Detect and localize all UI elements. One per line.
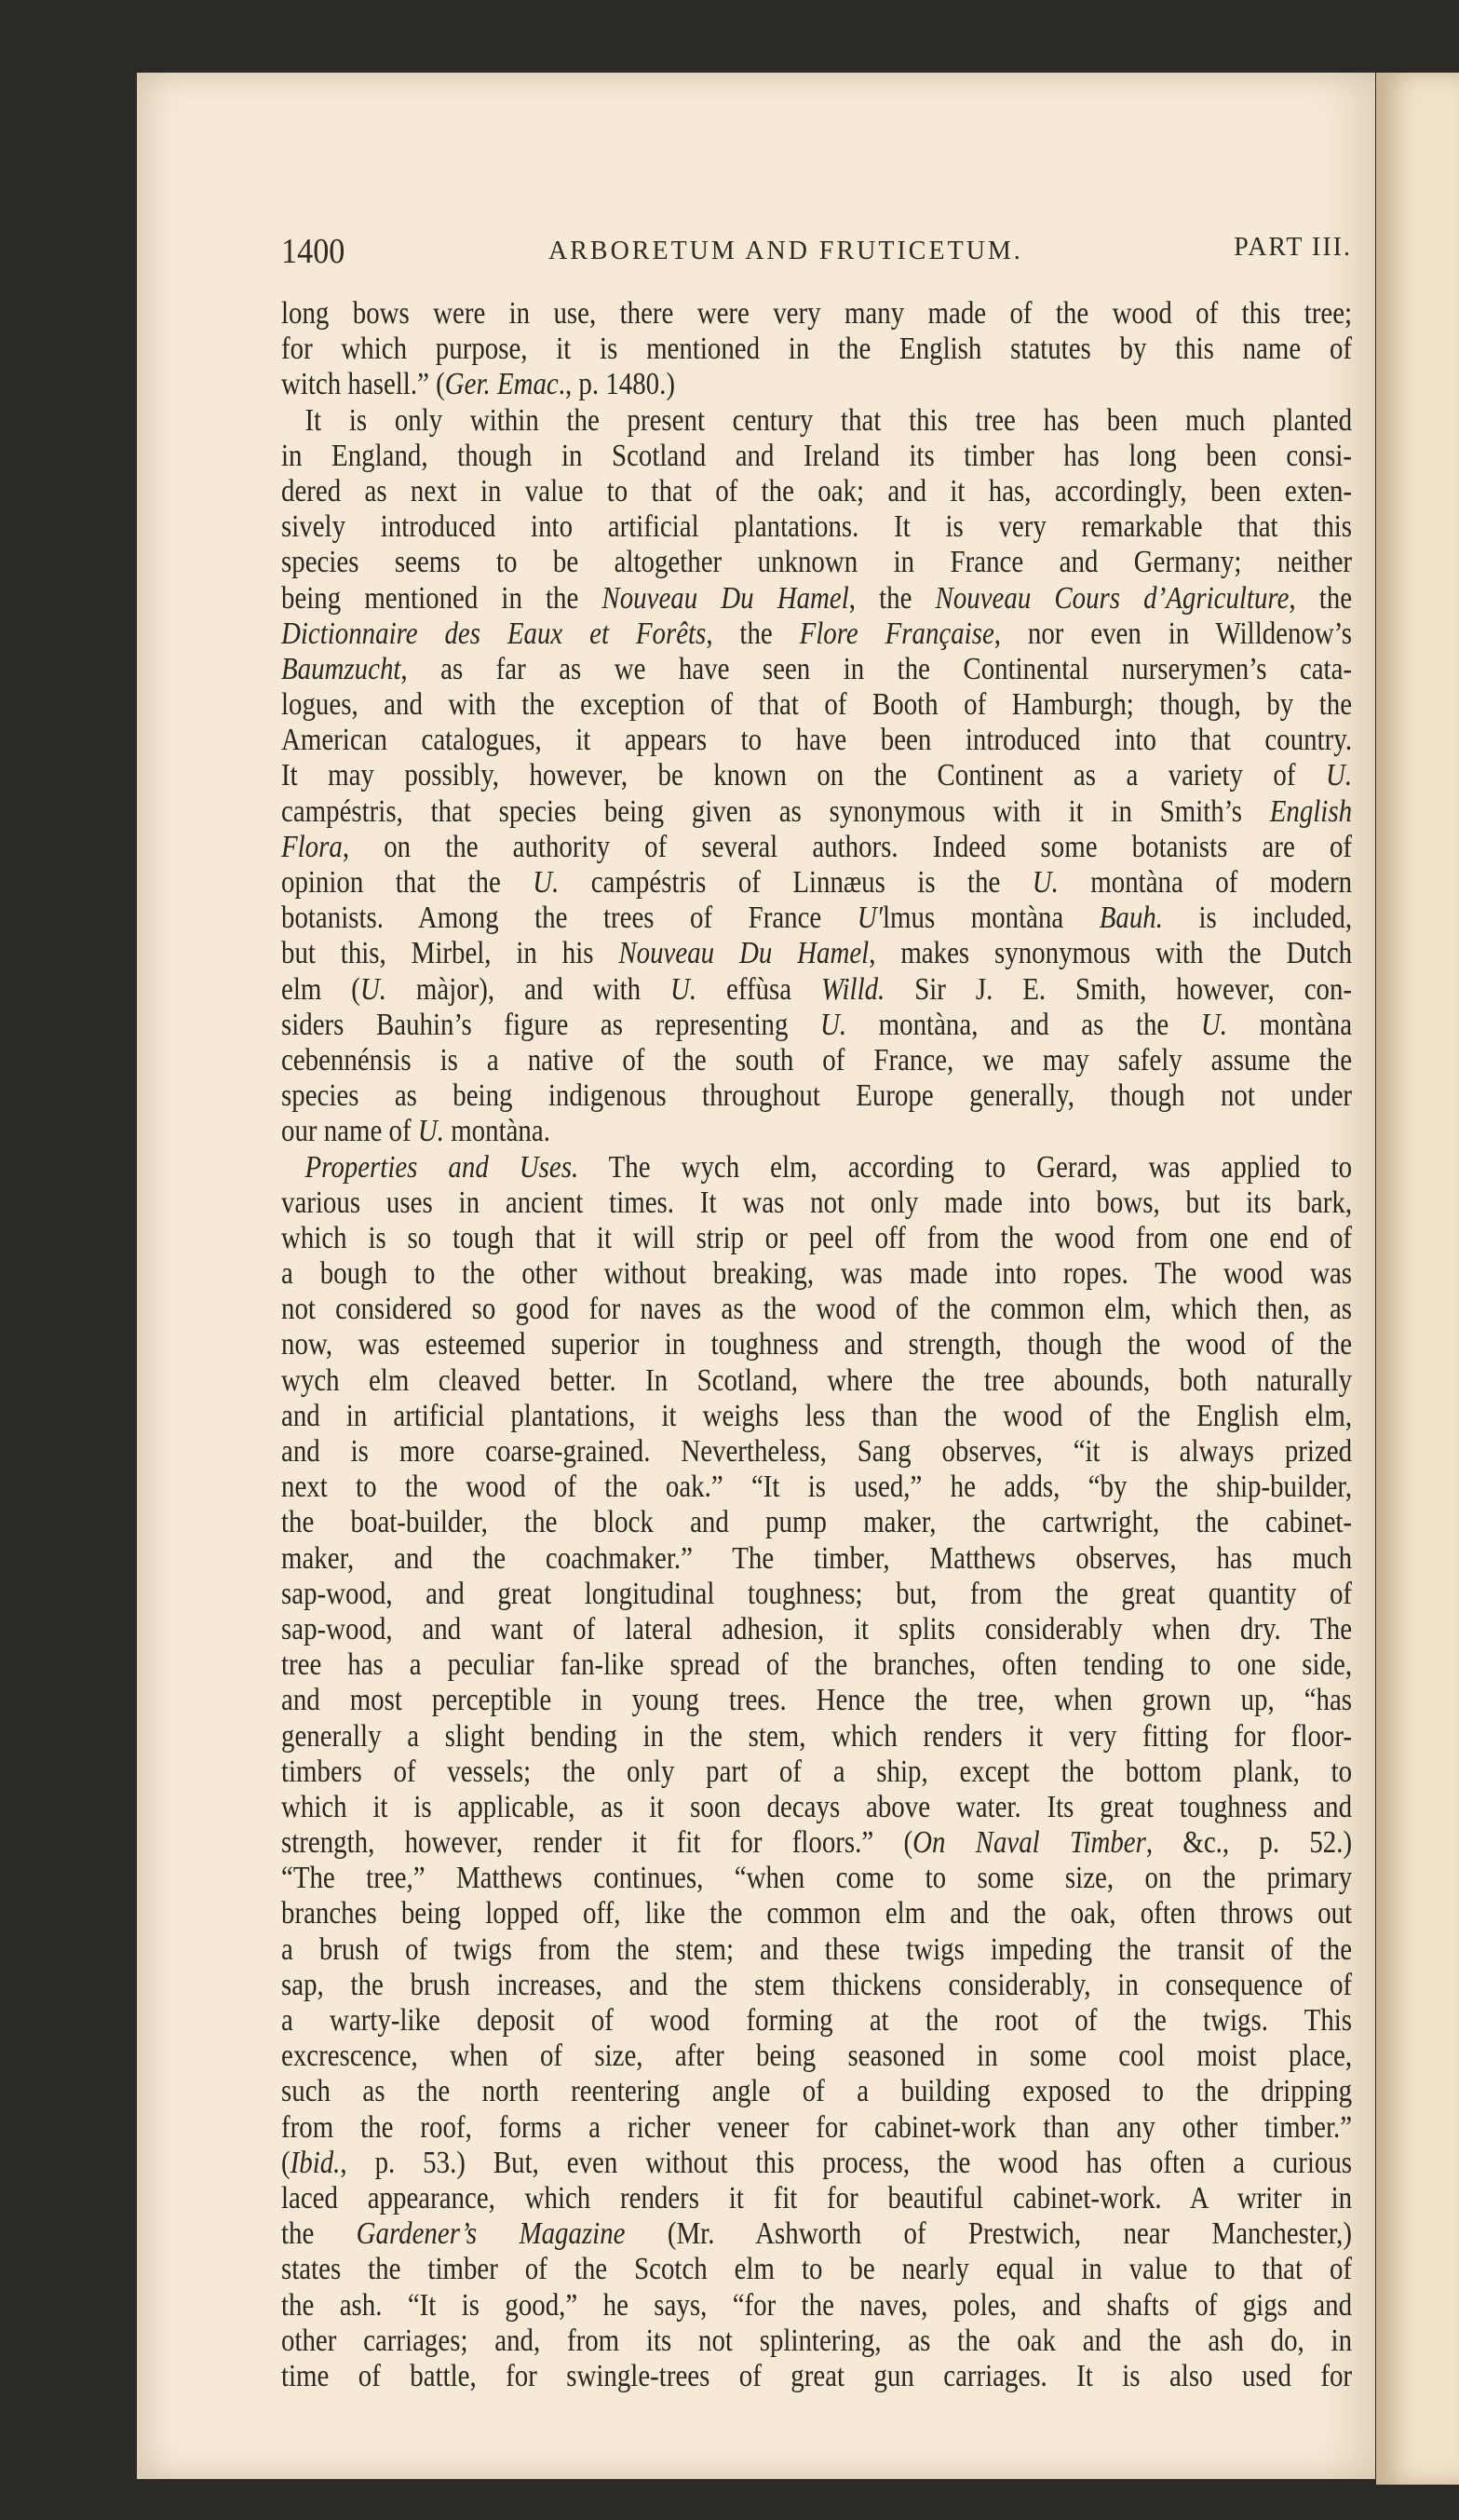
- text-segment: campéstris, that species being given as synonymous with it in Smith’s: [281, 793, 1270, 829]
- text-line: [281, 1612, 1352, 1647]
- text-line: [281, 936, 1352, 971]
- italic-text-segment: Willd.: [821, 971, 885, 1007]
- text-segment: montàna of modern: [1058, 865, 1353, 900]
- text-line: [281, 581, 1352, 616]
- text-line: [281, 1399, 1352, 1434]
- text-segment: states the timber of the Scotch elm to be nearly equal in value to that of: [281, 2252, 1353, 2287]
- text-segment: , the: [848, 580, 936, 616]
- text-segment: wych elm cleaved better. In Scotland, where the tree abounds, both naturally: [281, 1362, 1353, 1398]
- text-line: [281, 1185, 1352, 1221]
- text-line: [281, 972, 1352, 1008]
- text-line: [281, 2216, 1352, 2252]
- text-segment: species as being indigenous throughout Europe generally, though not under: [281, 1078, 1353, 1114]
- text-line: [281, 509, 1352, 545]
- italic-text-segment: U′: [857, 901, 883, 936]
- text-segment: It is only within the present century that this tree has been much planted: [304, 402, 1353, 438]
- italic-text-segment: Nouveau Du Hamel: [601, 580, 849, 616]
- running-title: ARBORETUM AND FRUTICETUM.: [548, 237, 1023, 265]
- running-header: [281, 231, 1352, 272]
- text-segment: maker, and the coachmaker.” The timber, Matthews observes, has much: [281, 1540, 1353, 1576]
- text-line: [281, 1683, 1352, 1718]
- text-line: [281, 2146, 1352, 2181]
- text-segment: sively introduced into artificial plantations. It is very remarkable that this: [281, 509, 1353, 545]
- text-line: [281, 1825, 1352, 1861]
- text-line: [281, 332, 1352, 367]
- text-line: [281, 403, 1352, 439]
- text-line: [281, 2039, 1352, 2074]
- text-segment: It may possibly, however, be known on the Continent as a variety of: [281, 758, 1326, 793]
- text-segment: and most perceptible in young trees. Hence the tree, when grown up, “has: [281, 1683, 1353, 1718]
- italic-text-segment: U.: [533, 865, 560, 900]
- text-segment: opinion that the: [281, 865, 534, 900]
- italic-text-segment: U.: [359, 971, 386, 1007]
- italic-text-segment: Gardener’s Magazine: [356, 2216, 626, 2252]
- text-segment: strength, however, render it fit for floors.” (: [281, 1825, 913, 1861]
- text-segment: , &c., p. 52.): [1145, 1825, 1353, 1861]
- italic-text-segment: U.: [1032, 865, 1059, 900]
- text-segment: , on the authority of several authors. Indeed some botanists are of: [342, 829, 1353, 864]
- text-segment: such as the north reentering angle of a building exposed to the dripping: [281, 2074, 1353, 2109]
- text-line: [281, 2074, 1352, 2109]
- text-segment: being mentioned in the: [281, 580, 602, 616]
- text-segment: (: [281, 2145, 290, 2180]
- text-line: [281, 1434, 1352, 1470]
- text-line: [281, 794, 1352, 830]
- text-line: [281, 1221, 1352, 1256]
- italic-text-segment: Flora: [281, 829, 343, 864]
- text-segment: witch hasell.” (: [281, 367, 445, 402]
- part-label: PART III.: [1234, 233, 1352, 262]
- text-segment: , the: [706, 616, 800, 651]
- text-line: [281, 1968, 1352, 2003]
- text-segment: a warty-like deposit of wood forming at the root of the twigs. This: [281, 2003, 1353, 2038]
- text-line: [281, 2252, 1352, 2287]
- text-line: [281, 1719, 1352, 1755]
- text-segment: in England, though in Scotland and Ireland its timber has long been consi-: [281, 438, 1353, 473]
- text-line: [281, 901, 1352, 936]
- text-segment: the boat-builder, the block and pump maker, the cartwright, the cabinet-: [281, 1505, 1353, 1540]
- text-segment: elm (: [281, 971, 360, 1007]
- italic-text-segment: U.: [417, 1114, 444, 1149]
- text-line: [281, 1150, 1352, 1185]
- text-segment: logues, and with the exception of that of Booth of Hamburgh; though, by the: [281, 687, 1353, 723]
- italic-text-segment: Dictionnaire des Eaux et Forêts: [281, 616, 707, 651]
- text-line: [281, 1896, 1352, 1931]
- text-segment: now, was esteemed superior in toughness and strength, though the wood of the: [281, 1327, 1353, 1362]
- italic-text-segment: U.: [819, 1007, 847, 1042]
- italic-text-segment: Properties and Uses.: [304, 1149, 579, 1185]
- text-segment: montàna.: [443, 1114, 550, 1149]
- text-line: [281, 2359, 1352, 2394]
- text-segment: generally a slight bending in the stem, which renders it very fitting for floor-: [281, 1718, 1353, 1754]
- text-segment: from the roof, forms a richer veneer for cabinet-work than any other timber.”: [281, 2109, 1353, 2145]
- text-segment: the ash. “It is good,” he says, “for the naves, poles, and shafts of gigs and: [281, 2287, 1353, 2323]
- italic-text-segment: Baumzucht: [281, 651, 401, 686]
- text-segment: (Mr. Ashworth of Prestwich, near Manchester,): [625, 2216, 1353, 2252]
- text-line: [281, 545, 1352, 580]
- text-segment: timbers of vessels; the only part of a ship, except the bottom plank, to: [281, 1754, 1353, 1789]
- text-segment: long bows were in use, there were very many made of the wood of this tree;: [281, 296, 1353, 331]
- text-line: [281, 758, 1352, 793]
- text-segment: The wych elm, according to Gerard, was applied to: [578, 1149, 1353, 1185]
- text-segment: a bough to the other without breaking, was made into ropes. The wood was: [281, 1256, 1353, 1292]
- italic-text-segment: English: [1269, 793, 1353, 829]
- text-segment: excrescence, when of size, after being seasoned in some cool moist place,: [281, 2039, 1353, 2074]
- text-segment: American catalogues, it appears to have been introduced into that country.: [281, 723, 1353, 758]
- text-segment: , the: [1289, 580, 1353, 616]
- text-segment: our name of: [281, 1114, 418, 1149]
- italic-text-segment: Bauh.: [1099, 901, 1163, 936]
- text-segment: montàna: [1226, 1007, 1353, 1042]
- text-line: [281, 1755, 1352, 1790]
- page-number: 1400: [281, 232, 345, 271]
- text-segment: other carriages; and, from its not splintering, as the oak and the ash do, in: [281, 2323, 1353, 2358]
- text-line: [281, 723, 1352, 758]
- text-segment: , nor even in Willdenow’s: [993, 616, 1353, 651]
- text-line: [281, 1541, 1352, 1577]
- text-line: [281, 1327, 1352, 1362]
- text-segment: but this, Mirbel, in his: [281, 936, 619, 971]
- facing-page-edge: [1376, 73, 1459, 2485]
- text-segment: not considered so good for naves as the wood of the common elm, which then, as: [281, 1292, 1353, 1327]
- text-segment: is included,: [1162, 901, 1353, 936]
- text-line: [281, 296, 1352, 332]
- text-line: [281, 1647, 1352, 1683]
- text-line: [281, 2324, 1352, 2359]
- text-segment: , as far as we have seen in the Continental nurserymen’s cata-: [400, 651, 1353, 686]
- italic-text-segment: Nouveau Cours d’Agriculture: [935, 580, 1290, 616]
- text-segment: the: [281, 2216, 357, 2252]
- text-line: [281, 2110, 1352, 2146]
- text-segment: Sir J. E. Smith, however, con-: [885, 971, 1353, 1007]
- text-segment: , p. 53.) But, even without this process, the wood has often a curious: [340, 2145, 1353, 2180]
- text-segment: sap-wood, and want of lateral adhesion, it splits considerably when dry. The: [281, 1611, 1353, 1646]
- text-segment: , makes synonymous with the Dutch: [869, 936, 1353, 971]
- text-line: [281, 1861, 1352, 1896]
- text-segment: montàna, and as the: [846, 1007, 1201, 1042]
- text-segment: sap-wood, and great longitudinal toughness; but, from the great quantity of: [281, 1576, 1353, 1611]
- text-line: [281, 1114, 1352, 1149]
- text-line: [281, 1363, 1352, 1399]
- text-line: [281, 2003, 1352, 2039]
- text-segment: siders Bauhin’s figure as representing: [281, 1007, 820, 1042]
- text-segment: lmus montàna: [882, 901, 1100, 936]
- text-segment: and in artificial plantations, it weighs less than the wood of the English elm,: [281, 1398, 1353, 1433]
- text-segment: branches being lopped off, like the common elm and the oak, often throws out: [281, 1896, 1353, 1931]
- text-line: [281, 1078, 1352, 1114]
- text-line: [281, 2181, 1352, 2216]
- text-line: [281, 1043, 1352, 1078]
- italic-text-segment: Flore Française: [799, 616, 994, 651]
- text-segment: which is so tough that it will strip or peel off from the wood from one end of: [281, 1220, 1353, 1255]
- text-segment: next to the wood of the oak.” “It is used,” he adds, “by the ship-builder,: [281, 1470, 1353, 1505]
- italic-text-segment: Ger. Emac: [444, 367, 559, 402]
- text-line: [281, 1292, 1352, 1327]
- text-segment: effùsa: [696, 971, 822, 1007]
- text-line: [281, 1932, 1352, 1968]
- text-segment: various uses in ancient times. It was not only made into bows, but its bark,: [281, 1185, 1353, 1220]
- text-segment: cebennénsis is a native of the south of France, we may safely assume the: [281, 1042, 1353, 1077]
- text-segment: campéstris of Linnæus is the: [559, 865, 1033, 900]
- text-line: [281, 1256, 1352, 1292]
- text-segment: màjor), and with: [385, 971, 671, 1007]
- italic-text-segment: U.: [670, 971, 697, 1007]
- text-line: [281, 2288, 1352, 2324]
- text-segment: tree has a peculiar fan-like spread of the branches, often tending to one side,: [281, 1647, 1353, 1683]
- text-line: [281, 865, 1352, 901]
- text-segment: and is more coarse-grained. Nevertheless, Sang observes, “it is always prized: [281, 1434, 1353, 1469]
- text-line: [281, 367, 1352, 402]
- body-text: [281, 296, 1352, 2394]
- italic-text-segment: U.: [1200, 1007, 1227, 1042]
- text-line: [281, 830, 1352, 865]
- text-segment: species seems to be altogether unknown in France and Germany; neither: [281, 545, 1353, 580]
- italic-text-segment: U.: [1325, 758, 1353, 793]
- text-segment: laced appearance, which renders it fit for beautiful cabinet-work. A writer in: [281, 2180, 1353, 2215]
- text-segment: time of battle, for swingle-trees of great gun carriages. It is also used for: [281, 2358, 1353, 2393]
- text-segment: botanists. Among the trees of France: [281, 901, 858, 936]
- italic-text-segment: On Naval Timber: [912, 1825, 1146, 1861]
- text-segment: “The tree,” Matthews continues, “when come to some size, on the primary: [281, 1861, 1353, 1896]
- text-segment: a brush of twigs from the stem; and these twigs impeding the transit of the: [281, 1931, 1353, 1967]
- text-line: [281, 616, 1352, 652]
- text-segment: sap, the brush increases, and the stem thickens considerably, in consequence of: [281, 1967, 1353, 2002]
- italic-text-segment: Ibid.: [290, 2145, 341, 2180]
- text-line: [281, 1577, 1352, 1612]
- text-segment: for which purpose, it is mentioned in the English statutes by this name of: [281, 332, 1353, 367]
- text-line: [281, 439, 1352, 474]
- text-line: [281, 687, 1352, 723]
- text-line: [281, 1505, 1352, 1540]
- text-segment: which it is applicable, as it soon decays above water. Its great toughness and: [281, 1789, 1353, 1824]
- italic-text-segment: Nouveau Du Hamel: [618, 936, 870, 971]
- text-line: [281, 1790, 1352, 1825]
- text-line: [281, 1008, 1352, 1043]
- text-line: [281, 1470, 1352, 1505]
- text-line: [281, 474, 1352, 509]
- text-line: [281, 652, 1352, 687]
- text-segment: ., p. 1480.): [558, 367, 675, 402]
- text-segment: dered as next in value to that of the oak; and it has, accordingly, been exten-: [281, 473, 1353, 508]
